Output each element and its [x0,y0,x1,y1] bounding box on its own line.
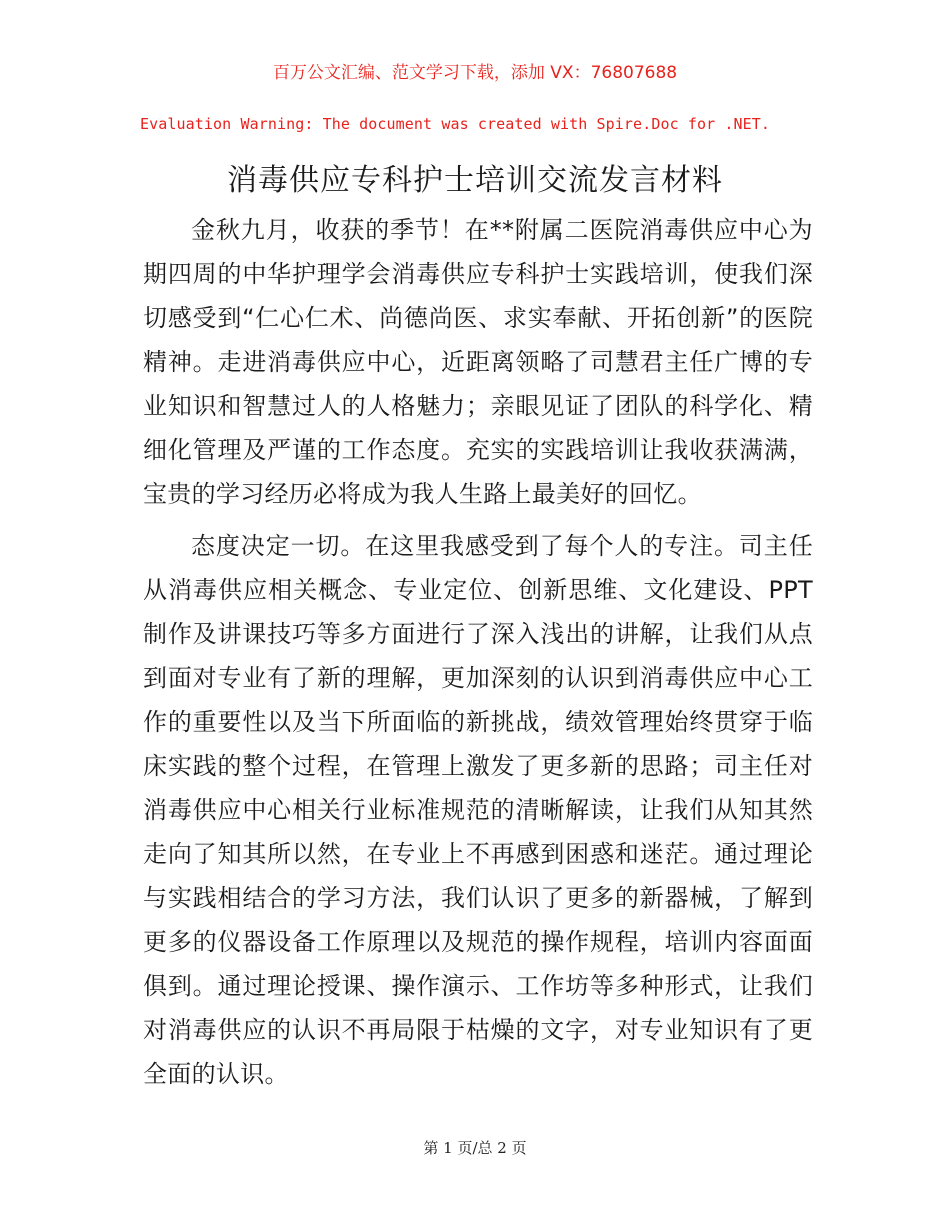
document-title: 消毒供应专科护士培训交流发言材料 [227,163,723,198]
evaluation-warning: Evaluation Warning: The document was created with Spire.Doc for .NET. [140,115,771,133]
paragraph-1: 金秋九月，收获的季节！在**附属二医院消毒供应中心为期四周的中华护理学会消毒供应专科护士实践培训，使我们深切感受到“仁心仁术、尚德尚医、求实奉献、开拓创新”的医院精神。走进消毒供应中心，近距离领略了司慧君主任广博的专业知识和智慧过人的人格魅力；亲眼见证了团队的科学化、精细化管理及严谨的工作态度。充实的实践培训让我收获满满，宝贵的学习经历必将成为我人生路上最美好的回忆。 [143,216,813,508]
page-number-footer: 第 1 页/总 2 页 [423,1139,527,1157]
header-banner: 百万公文汇编、范文学习下载，添加 VX：76807688 [272,63,678,83]
paragraph-2: 态度决定一切。在这里我感受到了每个人的专注。司主任从消毒供应相关概念、专业定位、创新思维、文化建设、PPT制作及讲课技巧等多方面进行了深入浅出的讲解，让我们从点到面对专业有了新的理解，更加深刻的认识到消毒供应中心工作的重要性以及当下所面临的新挑战，绩效管理始终贯穿于临床实践的整个过程，在管理上激发了更多新的思路；司主任对消毒供应中心相关行业标准规范的清晰解读，让我们从知其然走向了知其所以然，在专业上不再感到困惑和迷茫。通过理论与实践相结合的学习方法，我们认识了更多的新器械，了解到更多的仪器设备工作原理以及规范的操作规程，培训内容面面俱到。通过理论授课、操作演示、工作坊等多种形式，让我们对消毒供应的认识不再局限于枯燥的文字，对专业知识有了更全面的认识。 [143,532,813,1088]
document-body [143,208,813,1104]
